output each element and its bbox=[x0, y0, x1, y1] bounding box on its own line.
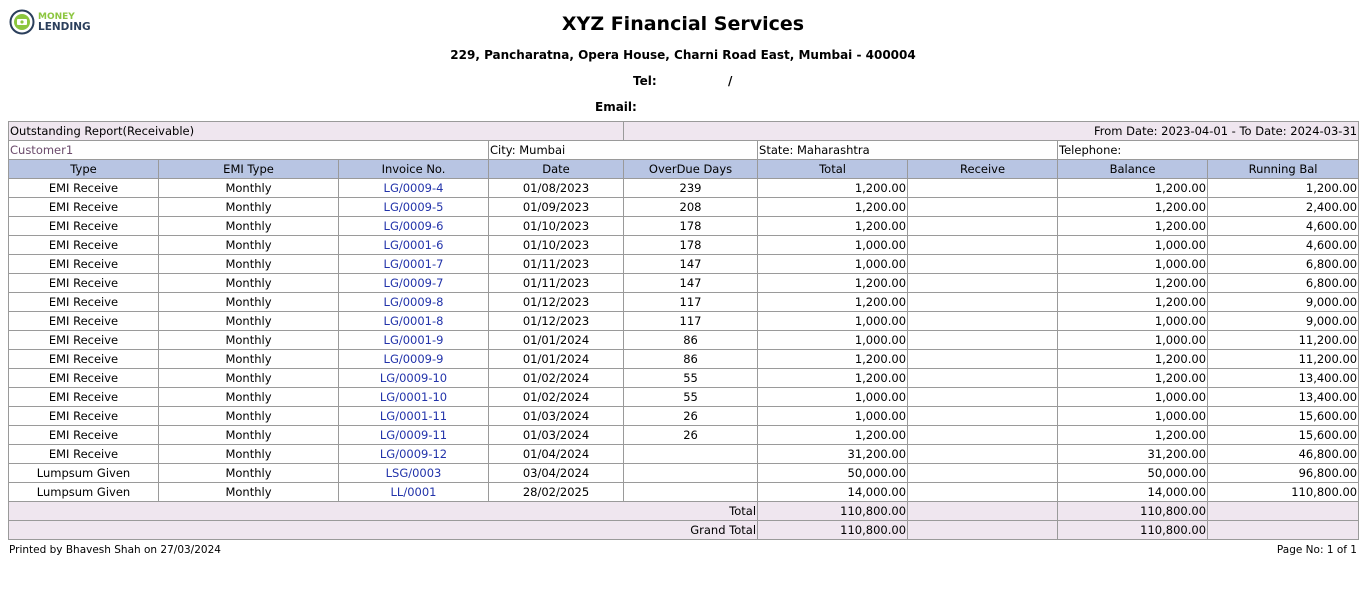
cell-overdue-days: 117 bbox=[624, 293, 758, 312]
cell-overdue-days: 55 bbox=[624, 369, 758, 388]
invoice-link[interactable]: LG/0009-8 bbox=[339, 293, 489, 312]
total-row bbox=[9, 502, 1359, 521]
col-header-date: Date bbox=[489, 160, 624, 179]
table-row bbox=[9, 426, 1359, 445]
total-amount: 110,800.00 bbox=[758, 502, 908, 521]
cell-total: 1,200.00 bbox=[758, 274, 908, 293]
cell-running-bal: 11,200.00 bbox=[1208, 350, 1359, 369]
cell-type: EMI Receive bbox=[9, 255, 159, 274]
cell-overdue-days: 147 bbox=[624, 274, 758, 293]
cell-type: EMI Receive bbox=[9, 312, 159, 331]
cell-receive bbox=[908, 293, 1058, 312]
cell-balance: 14,000.00 bbox=[1058, 483, 1208, 502]
cell-overdue-days: 208 bbox=[624, 198, 758, 217]
cell-type: Lumpsum Given bbox=[9, 483, 159, 502]
cell-running-bal: 110,800.00 bbox=[1208, 483, 1359, 502]
cell-running-bal: 13,400.00 bbox=[1208, 388, 1359, 407]
table-row bbox=[9, 179, 1359, 198]
cell-balance: 1,200.00 bbox=[1058, 198, 1208, 217]
cell-emi-type: Monthly bbox=[159, 312, 339, 331]
invoice-link[interactable]: LG/0001-7 bbox=[339, 255, 489, 274]
cell-total: 1,000.00 bbox=[758, 255, 908, 274]
report-title: Outstanding Report(Receivable) bbox=[9, 122, 624, 141]
cell-emi-type: Monthly bbox=[159, 388, 339, 407]
col-header-total: Total bbox=[758, 160, 908, 179]
cell-emi-type: Monthly bbox=[159, 274, 339, 293]
cell-total: 31,200.00 bbox=[758, 445, 908, 464]
grand-total-receive bbox=[908, 521, 1058, 540]
col-header-invoice-no: Invoice No. bbox=[339, 160, 489, 179]
cell-date: 01/10/2023 bbox=[489, 236, 624, 255]
cell-balance: 1,200.00 bbox=[1058, 217, 1208, 236]
cell-total: 1,000.00 bbox=[758, 312, 908, 331]
invoice-link[interactable]: LG/0009-9 bbox=[339, 350, 489, 369]
cell-date: 01/02/2024 bbox=[489, 388, 624, 407]
cell-overdue-days: 178 bbox=[624, 217, 758, 236]
invoice-link[interactable]: LG/0001-6 bbox=[339, 236, 489, 255]
cell-emi-type: Monthly bbox=[159, 179, 339, 198]
cell-balance: 31,200.00 bbox=[1058, 445, 1208, 464]
cell-overdue-days: 26 bbox=[624, 426, 758, 445]
cell-date: 01/12/2023 bbox=[489, 293, 624, 312]
cell-receive bbox=[908, 426, 1058, 445]
invoice-link[interactable]: LG/0001-8 bbox=[339, 312, 489, 331]
cell-running-bal: 4,600.00 bbox=[1208, 217, 1359, 236]
cell-emi-type: Monthly bbox=[159, 255, 339, 274]
cell-balance: 1,000.00 bbox=[1058, 236, 1208, 255]
grand-total-running-bal bbox=[1208, 521, 1359, 540]
cell-overdue-days bbox=[624, 445, 758, 464]
invoice-link[interactable]: LG/0009-10 bbox=[339, 369, 489, 388]
cell-running-bal: 46,800.00 bbox=[1208, 445, 1359, 464]
logo-line1: MONEY bbox=[38, 12, 75, 22]
grand-total-label: Grand Total bbox=[9, 521, 758, 540]
cell-emi-type: Monthly bbox=[159, 293, 339, 312]
company-address: 229, Pancharatna, Opera House, Charni Road East, Mumbai - 400004 bbox=[450, 48, 916, 62]
cell-overdue-days: 117 bbox=[624, 312, 758, 331]
cell-running-bal: 11,200.00 bbox=[1208, 331, 1359, 350]
report-title-row bbox=[9, 122, 1359, 141]
cell-type: EMI Receive bbox=[9, 369, 159, 388]
cell-balance: 1,000.00 bbox=[1058, 312, 1208, 331]
cell-receive bbox=[908, 464, 1058, 483]
invoice-link[interactable]: LG/0009-6 bbox=[339, 217, 489, 236]
invoice-link[interactable]: LL/0001 bbox=[339, 483, 489, 502]
col-header-receive: Receive bbox=[908, 160, 1058, 179]
cell-emi-type: Monthly bbox=[159, 464, 339, 483]
cell-emi-type: Monthly bbox=[159, 198, 339, 217]
cell-type: EMI Receive bbox=[9, 445, 159, 464]
cell-type: EMI Receive bbox=[9, 331, 159, 350]
cell-date: 01/12/2023 bbox=[489, 312, 624, 331]
table-row bbox=[9, 274, 1359, 293]
table-row bbox=[9, 293, 1359, 312]
invoice-link[interactable]: LG/0001-10 bbox=[339, 388, 489, 407]
cell-total: 1,200.00 bbox=[758, 217, 908, 236]
cell-running-bal: 96,800.00 bbox=[1208, 464, 1359, 483]
logo-line2: LENDING bbox=[38, 21, 91, 33]
customer-name: Customer1 bbox=[9, 141, 489, 160]
cell-date: 01/02/2024 bbox=[489, 369, 624, 388]
cell-date: 01/03/2024 bbox=[489, 407, 624, 426]
cell-overdue-days bbox=[624, 464, 758, 483]
cell-running-bal: 4,600.00 bbox=[1208, 236, 1359, 255]
cell-total: 1,200.00 bbox=[758, 350, 908, 369]
cell-receive bbox=[908, 483, 1058, 502]
report-rows bbox=[9, 179, 1359, 502]
cell-type: EMI Receive bbox=[9, 198, 159, 217]
cell-type: EMI Receive bbox=[9, 350, 159, 369]
cell-total: 1,200.00 bbox=[758, 369, 908, 388]
invoice-link[interactable]: LG/0009-5 bbox=[339, 198, 489, 217]
cell-receive bbox=[908, 445, 1058, 464]
cell-balance: 1,000.00 bbox=[1058, 407, 1208, 426]
total-receive bbox=[908, 502, 1058, 521]
report-date-range: From Date: 2023-04-01 - To Date: 2024-03-31 bbox=[624, 122, 1359, 141]
cell-type: EMI Receive bbox=[9, 236, 159, 255]
cell-total: 1,000.00 bbox=[758, 388, 908, 407]
cell-emi-type: Monthly bbox=[159, 407, 339, 426]
cell-receive bbox=[908, 236, 1058, 255]
tel-separator: / bbox=[728, 74, 733, 88]
grand-total-amount: 110,800.00 bbox=[758, 521, 908, 540]
cell-total: 1,200.00 bbox=[758, 426, 908, 445]
cell-overdue-days: 26 bbox=[624, 407, 758, 426]
table-row bbox=[9, 483, 1359, 502]
cell-type: EMI Receive bbox=[9, 274, 159, 293]
cell-running-bal: 15,600.00 bbox=[1208, 426, 1359, 445]
cell-total: 50,000.00 bbox=[758, 464, 908, 483]
cell-balance: 50,000.00 bbox=[1058, 464, 1208, 483]
cell-receive bbox=[908, 312, 1058, 331]
customer-info-row bbox=[9, 141, 1359, 160]
invoice-link[interactable]: LSG/0003 bbox=[339, 464, 489, 483]
cell-total: 1,200.00 bbox=[758, 179, 908, 198]
table-row bbox=[9, 445, 1359, 464]
cell-emi-type: Monthly bbox=[159, 217, 339, 236]
cell-emi-type: Monthly bbox=[159, 445, 339, 464]
invoice-link[interactable]: LG/0001-11 bbox=[339, 407, 489, 426]
total-running-bal bbox=[1208, 502, 1359, 521]
invoice-link[interactable]: LG/0009-12 bbox=[339, 445, 489, 464]
table-row bbox=[9, 407, 1359, 426]
table-row bbox=[9, 350, 1359, 369]
invoice-link[interactable]: LG/0009-11 bbox=[339, 426, 489, 445]
cell-emi-type: Monthly bbox=[159, 426, 339, 445]
cell-balance: 1,000.00 bbox=[1058, 255, 1208, 274]
cell-type: EMI Receive bbox=[9, 426, 159, 445]
col-header-type: Type bbox=[9, 160, 159, 179]
cell-running-bal: 13,400.00 bbox=[1208, 369, 1359, 388]
cell-overdue-days: 55 bbox=[624, 388, 758, 407]
cell-type: EMI Receive bbox=[9, 179, 159, 198]
cell-running-bal: 9,000.00 bbox=[1208, 293, 1359, 312]
cell-receive bbox=[908, 217, 1058, 236]
cell-balance: 1,200.00 bbox=[1058, 369, 1208, 388]
table-row bbox=[9, 217, 1359, 236]
cell-emi-type: Monthly bbox=[159, 483, 339, 502]
cell-date: 01/11/2023 bbox=[489, 255, 624, 274]
cell-balance: 1,000.00 bbox=[1058, 388, 1208, 407]
total-label: Total bbox=[9, 502, 758, 521]
cell-receive bbox=[908, 274, 1058, 293]
cell-balance: 1,200.00 bbox=[1058, 350, 1208, 369]
cell-type: EMI Receive bbox=[9, 293, 159, 312]
cell-overdue-days: 178 bbox=[624, 236, 758, 255]
cell-emi-type: Monthly bbox=[159, 350, 339, 369]
cell-date: 01/10/2023 bbox=[489, 217, 624, 236]
col-header-overdue-days: OverDue Days bbox=[624, 160, 758, 179]
grand-total-row bbox=[9, 521, 1359, 540]
cell-running-bal: 6,800.00 bbox=[1208, 274, 1359, 293]
cell-emi-type: Monthly bbox=[159, 236, 339, 255]
cell-total: 1,000.00 bbox=[758, 331, 908, 350]
cell-type: EMI Receive bbox=[9, 217, 159, 236]
cell-balance: 1,200.00 bbox=[1058, 426, 1208, 445]
customer-telephone: Telephone: bbox=[1058, 141, 1359, 160]
table-row bbox=[9, 312, 1359, 331]
cell-overdue-days: 86 bbox=[624, 350, 758, 369]
cell-balance: 1,200.00 bbox=[1058, 293, 1208, 312]
table-row bbox=[9, 255, 1359, 274]
printed-by: Printed by Bhavesh Shah on 27/03/2024 bbox=[9, 544, 221, 556]
cell-overdue-days: 239 bbox=[624, 179, 758, 198]
table-row bbox=[9, 464, 1359, 483]
col-header-balance: Balance bbox=[1058, 160, 1208, 179]
cell-running-bal: 6,800.00 bbox=[1208, 255, 1359, 274]
cell-balance: 1,000.00 bbox=[1058, 331, 1208, 350]
cell-total: 1,000.00 bbox=[758, 236, 908, 255]
table-row bbox=[9, 388, 1359, 407]
company-name: XYZ Financial Services bbox=[561, 13, 805, 35]
total-balance: 110,800.00 bbox=[1058, 502, 1208, 521]
cell-date: 01/09/2023 bbox=[489, 198, 624, 217]
cell-receive bbox=[908, 388, 1058, 407]
table-row bbox=[9, 236, 1359, 255]
cell-date: 01/11/2023 bbox=[489, 274, 624, 293]
cell-date: 01/04/2024 bbox=[489, 445, 624, 464]
table-row bbox=[9, 331, 1359, 350]
cell-overdue-days bbox=[624, 483, 758, 502]
cell-receive bbox=[908, 369, 1058, 388]
grand-total-balance: 110,800.00 bbox=[1058, 521, 1208, 540]
cell-total: 1,200.00 bbox=[758, 198, 908, 217]
cell-overdue-days: 147 bbox=[624, 255, 758, 274]
cell-date: 03/04/2024 bbox=[489, 464, 624, 483]
cell-balance: 1,200.00 bbox=[1058, 179, 1208, 198]
cell-receive bbox=[908, 198, 1058, 217]
cell-total: 1,000.00 bbox=[758, 407, 908, 426]
cell-receive bbox=[908, 179, 1058, 198]
cell-receive bbox=[908, 350, 1058, 369]
outstanding-report-table bbox=[8, 121, 1359, 540]
cell-total: 1,200.00 bbox=[758, 293, 908, 312]
cell-emi-type: Monthly bbox=[159, 331, 339, 350]
invoice-link[interactable]: LG/0009-7 bbox=[339, 274, 489, 293]
cell-overdue-days: 86 bbox=[624, 331, 758, 350]
customer-city: City: Mumbai bbox=[489, 141, 758, 160]
cell-date: 01/08/2023 bbox=[489, 179, 624, 198]
cell-receive bbox=[908, 331, 1058, 350]
table-row bbox=[9, 369, 1359, 388]
cell-running-bal: 1,200.00 bbox=[1208, 179, 1359, 198]
cell-type: EMI Receive bbox=[9, 407, 159, 426]
col-header-running-bal: Running Bal bbox=[1208, 160, 1359, 179]
cell-receive bbox=[908, 255, 1058, 274]
cell-receive bbox=[908, 407, 1058, 426]
table-row bbox=[9, 198, 1359, 217]
customer-state: State: Maharashtra bbox=[758, 141, 1058, 160]
cell-running-bal: 2,400.00 bbox=[1208, 198, 1359, 217]
cell-date: 01/01/2024 bbox=[489, 350, 624, 369]
tel-label: Tel: bbox=[633, 74, 657, 88]
cell-type: EMI Receive bbox=[9, 388, 159, 407]
cell-emi-type: Monthly bbox=[159, 369, 339, 388]
cell-type: Lumpsum Given bbox=[9, 464, 159, 483]
page-number: Page No: 1 of 1 bbox=[1276, 544, 1357, 556]
cell-running-bal: 9,000.00 bbox=[1208, 312, 1359, 331]
cell-balance: 1,200.00 bbox=[1058, 274, 1208, 293]
cell-date: 01/03/2024 bbox=[489, 426, 624, 445]
invoice-link[interactable]: LG/0001-9 bbox=[339, 331, 489, 350]
col-header-emi-type: EMI Type bbox=[159, 160, 339, 179]
cell-date: 28/02/2025 bbox=[489, 483, 624, 502]
cell-running-bal: 15,600.00 bbox=[1208, 407, 1359, 426]
invoice-link[interactable]: LG/0009-4 bbox=[339, 179, 489, 198]
cell-total: 14,000.00 bbox=[758, 483, 908, 502]
cell-date: 01/01/2024 bbox=[489, 331, 624, 350]
column-header-row bbox=[9, 160, 1359, 179]
email-label: Email: bbox=[595, 100, 637, 114]
